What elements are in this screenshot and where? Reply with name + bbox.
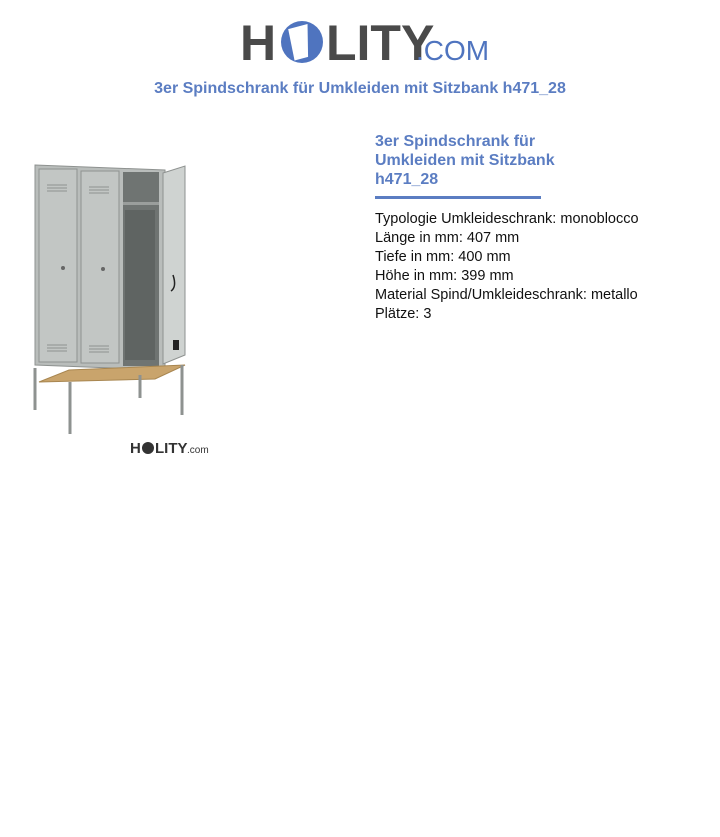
spec-length: Länge in mm: 407 mm xyxy=(375,230,520,246)
spec-places: Plätze: 3 xyxy=(375,306,432,322)
spec-height: Höhe in mm: 399 mm xyxy=(375,268,514,284)
product-details xyxy=(375,132,695,324)
logo-letter-h: H xyxy=(240,15,277,70)
locker-cabinet xyxy=(35,165,185,370)
logo-domain: .COM xyxy=(416,35,490,66)
logo-wordmark: LITY xyxy=(326,15,435,70)
spec-list xyxy=(375,210,695,324)
spec-typology: Typologie Umkleideschrank: monoblocco xyxy=(375,211,639,227)
bench xyxy=(35,365,185,434)
holity-logo[interactable] xyxy=(240,12,490,70)
spec-depth: Tiefe in mm: 400 mm xyxy=(375,249,511,265)
title-divider xyxy=(375,196,541,199)
product-title-line: h471_28 xyxy=(375,171,439,188)
small-logo-wordmark: LITY xyxy=(155,440,188,457)
logo-o-icon xyxy=(281,21,323,63)
product-title-line: Umkleiden mit Sitzbank xyxy=(375,152,555,169)
small-logo-letter-h: H xyxy=(130,440,141,457)
image-watermark-logo xyxy=(130,438,210,458)
product-title xyxy=(375,132,575,189)
product-image xyxy=(25,150,215,450)
small-logo-domain: .com xyxy=(187,445,209,456)
spec-material: Material Spind/Umkleideschrank: metallo xyxy=(375,287,638,303)
product-title-line: 3er Spindschrank für xyxy=(375,133,536,150)
page-title: 3er Spindschrank für Umkleiden mit Sitzbank h471_28 xyxy=(154,80,566,97)
small-logo-o-icon xyxy=(142,442,154,454)
